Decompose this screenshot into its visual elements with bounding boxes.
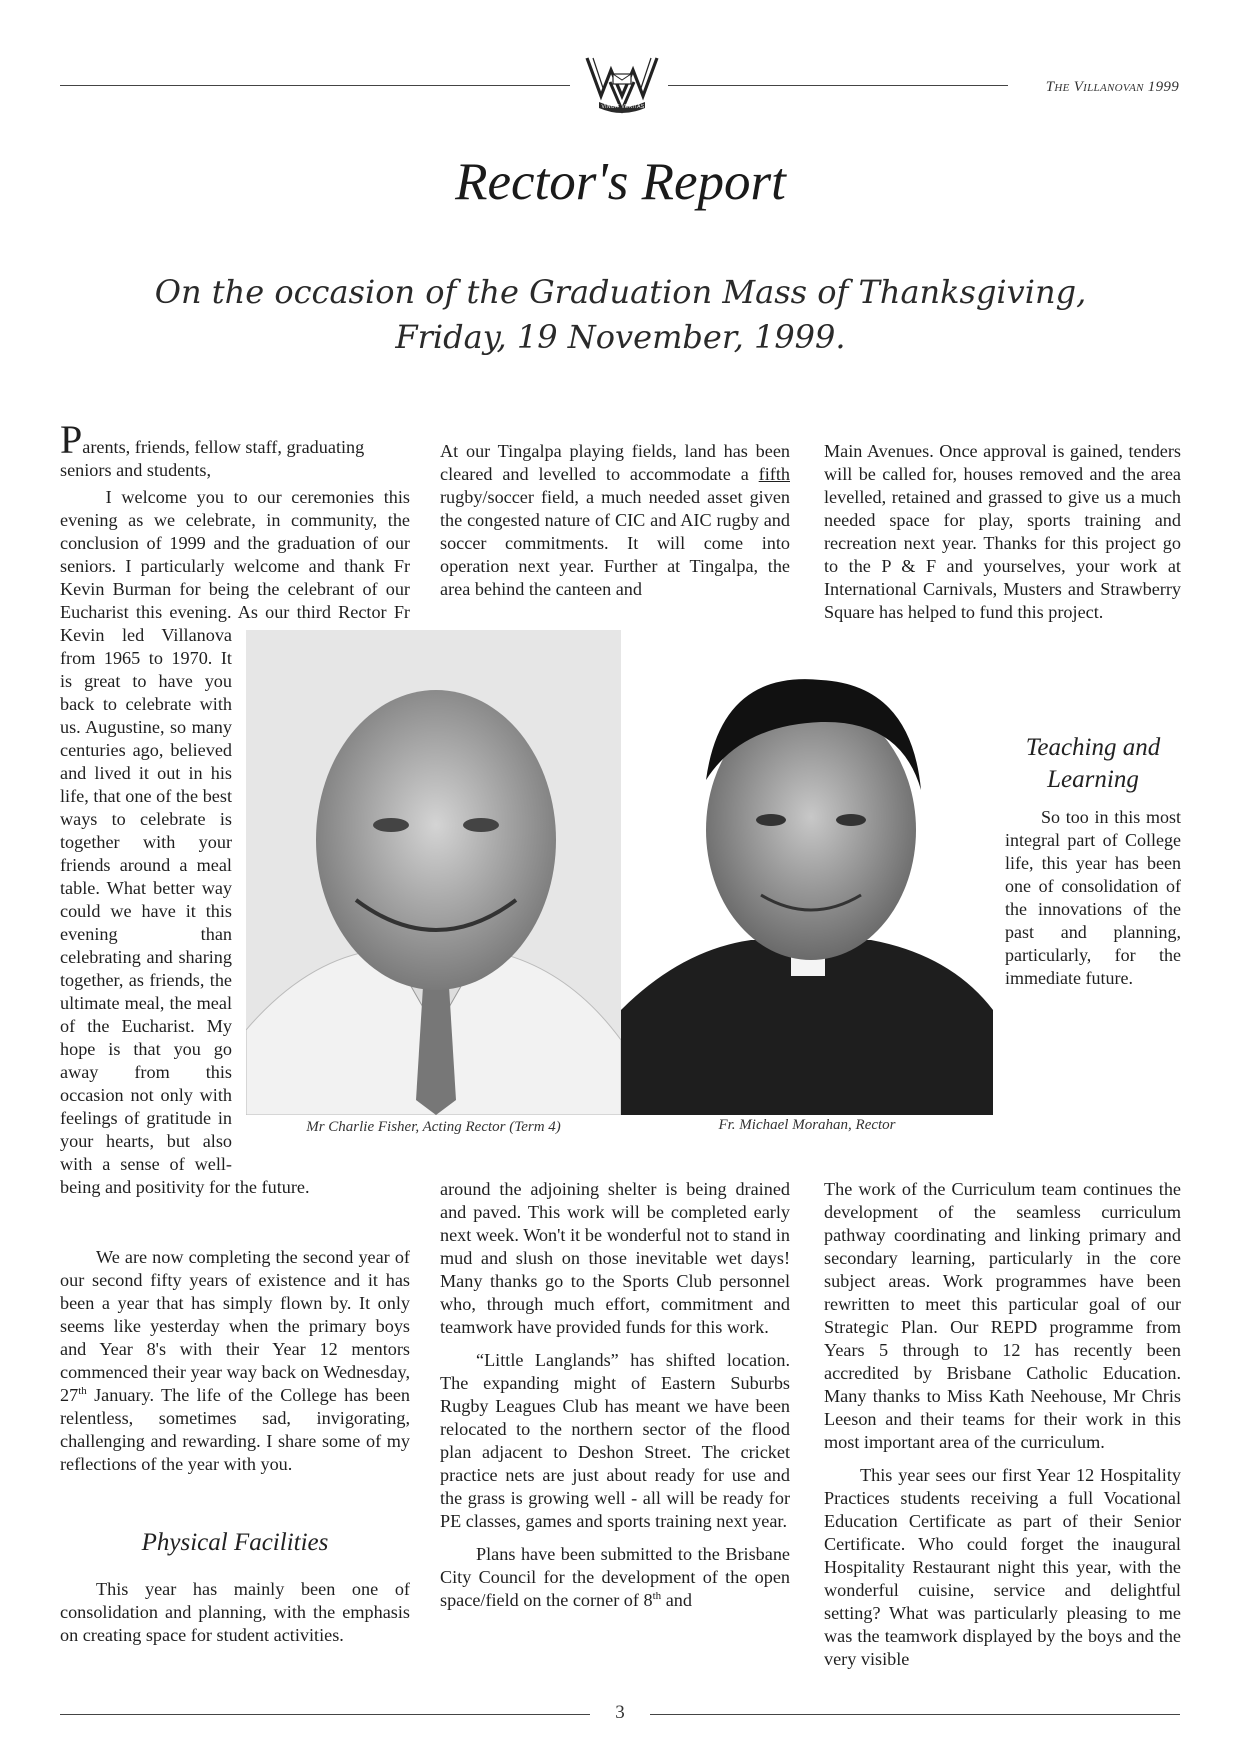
greeting-text: arents, friends, fellow staff, graduating seniors and students, — [60, 437, 365, 480]
footer-rule-right — [650, 1714, 1180, 1715]
header-rule-left — [60, 85, 570, 86]
page-title: Rector's Report — [455, 153, 786, 211]
year-text-a: We are now completing the second year of our second fifty years of existence and it has been a year that has simply flown by. It only seems like yesterday when the primary boys and Year 8's with their Year 12 mentors commenced their year way back on Wednesday, 27 — [60, 1247, 410, 1405]
little-langlands-paragraph: “Little Langlands” has shifted location. The expanding might of Eastern Suburbs Rugby Leagues Club has meant we have been relocated to the northern sector of the flood plan adjacent to Deshon Street. The cricket practice nets are just about ready for use and the grass is growing well - all will be ready for PE classes, games and sports training next year. — [440, 1350, 790, 1531]
second-fifty-years-paragraph — [60, 1246, 410, 1476]
page-number: 3 — [615, 1702, 625, 1723]
plans-text-sup: th — [652, 1589, 662, 1602]
year-text-b: January. The life of the College has been relentless, sometimes sad, invigorating, challenging and rewarding. I share some of my reflections of the year with you. — [60, 1385, 410, 1474]
main-avenues-paragraph: Main Avenues. Once approval is gained, tenders will be called for, houses removed and the area levelled, retained and grassed to give us a much needed space for play, sports training and recreation next year. Thanks for this project go to the P & F and yourselves, your work at International Carnivals, Musters and Strawberry Square has helped to fund this project. — [824, 441, 1181, 622]
publication-header — [1046, 79, 1179, 96]
tingalpa-text-a: At our Tingalpa playing fields, land has been cleared and levelled to accommodate a — [440, 441, 790, 484]
footer-rule-left — [60, 1714, 590, 1715]
hospitality-paragraph: This year sees our first Year 12 Hospitality Practices students receiving a full Vocational Education Certificate as part of their Senior Certificate. Who could forget the inaugural Hospitality Restaurant night this year, with the wonderful cuisine, service and delightful setting? What was particularly pleasing to me was the teamwork displayed by the boys and the very visible — [824, 1465, 1181, 1669]
header-rule-right — [668, 85, 1008, 86]
greeting-paragraph — [60, 417, 410, 482]
subtitle-line-1: On the occasion of the Graduation Mass of Thanksgiving, — [154, 273, 1087, 311]
publication-year: 1999 — [1147, 79, 1179, 95]
column-2-lower — [440, 1178, 790, 1612]
column-3-narrow — [1005, 806, 1181, 990]
column-3-lower — [824, 1178, 1181, 1671]
subtitle-line-2: Friday, 19 November, 1999. — [395, 318, 846, 356]
tingalpa-paragraph — [440, 440, 790, 601]
column-3-upper — [824, 440, 1181, 624]
photo-charlie-fisher — [246, 630, 621, 1115]
plans-text-b: and — [661, 1590, 692, 1610]
publication-name: The Villanovan — [1045, 79, 1144, 95]
welcome-text: I welcome you to our ceremonies this evening as we celebrate, in community, the conclusion of 1999 and the graduation of our seniors. I particularly welcome and thank Fr Kevin Burman for being the celebrant of our Eucharist this evening. As our third Rector Fr Kevin led Villanova from 1965 to 1970. It is great to have you back to celebrate with us. Augustine, so many centuries ago, believed and lived it out in his life, that one of the best ways to celebrate is together with your friends around a meal table. What better way could we have it this evening than celebrating and sharing together, as friends, the ultimate meal, the meal of the Eucharist. My hope is that you go away from this occasion not only with feelings of gratitude in your hearts, but also with a sense of well-being and positivity for the future. — [60, 487, 411, 1197]
column-1-lower — [60, 1246, 410, 1476]
heading-teaching-line2: Learning — [1047, 766, 1139, 793]
left-photo-caption: Mr Charlie Fisher, Acting Rector (Term 4) — [306, 1119, 561, 1135]
column-2-upper — [440, 440, 790, 601]
plans-paragraph — [440, 1543, 790, 1612]
page-subtitle — [140, 270, 1101, 360]
plans-text-a: Plans have been submitted to the Brisbane City Council for the development of the open space/field on the corner of 8 — [440, 1544, 790, 1610]
drop-cap: P — [60, 417, 83, 462]
right-photo-caption: Fr. Michael Morahan, Rector — [718, 1117, 896, 1133]
teaching-intro-paragraph: So too in this most integral part of College life, this year has been one of consolidation of the innovations of the past and planning, particularly, for the immediate future. — [1005, 807, 1181, 988]
heading-teaching-line1: Teaching and — [1025, 734, 1161, 761]
heading-teaching-learning — [1005, 732, 1181, 796]
column-1 — [60, 417, 410, 482]
curriculum-paragraph: The work of the Curriculum team continues the development of the seamless curriculum pathway coordinating and linking primary and secondary learning, particularly in the core subject areas. Work programmes have been rewritten to meet this particular goal of our Strategic Plan. Our REPD programme from Years 5 through to 12 has recently been accredited by Brisbane Catholic Education. Many thanks to Miss Kath Neehouse, Mr Chris Leeson and their teams for their work in this most important area of the curriculum. — [824, 1179, 1181, 1452]
year-text-sup: th — [78, 1384, 87, 1397]
tingalpa-text-underlined: fifth — [758, 464, 790, 484]
portrait-left-image — [246, 630, 621, 1115]
shelter-paragraph: around the adjoining shelter is being drained and paved. This work will be completed early next week. Won't it be wonderful not to stand in mud and slush on those inevitable wet days! Many thanks go to the Sports Club personnel who, through much effort, commitment and teamwork have provided funds for this work. — [440, 1179, 790, 1337]
logo-motto: VINCIT VERITAS — [601, 104, 645, 110]
facilities-intro — [60, 1578, 410, 1647]
heading-physical-facilities: Physical Facilities — [141, 1529, 329, 1556]
photo-michael-morahan — [621, 630, 993, 1115]
facilities-intro-text: This year has mainly been one of consolidation and planning, with the emphasis on creating space for student activities. — [60, 1579, 410, 1645]
tingalpa-text-b: rugby/soccer field, a much needed asset given the congested nature of CIC and AIC rugby and soccer commitments. It will come into operation next year. Further at Tingalpa, the area behind the canteen and — [440, 487, 790, 599]
portrait-right-image — [621, 630, 993, 1115]
